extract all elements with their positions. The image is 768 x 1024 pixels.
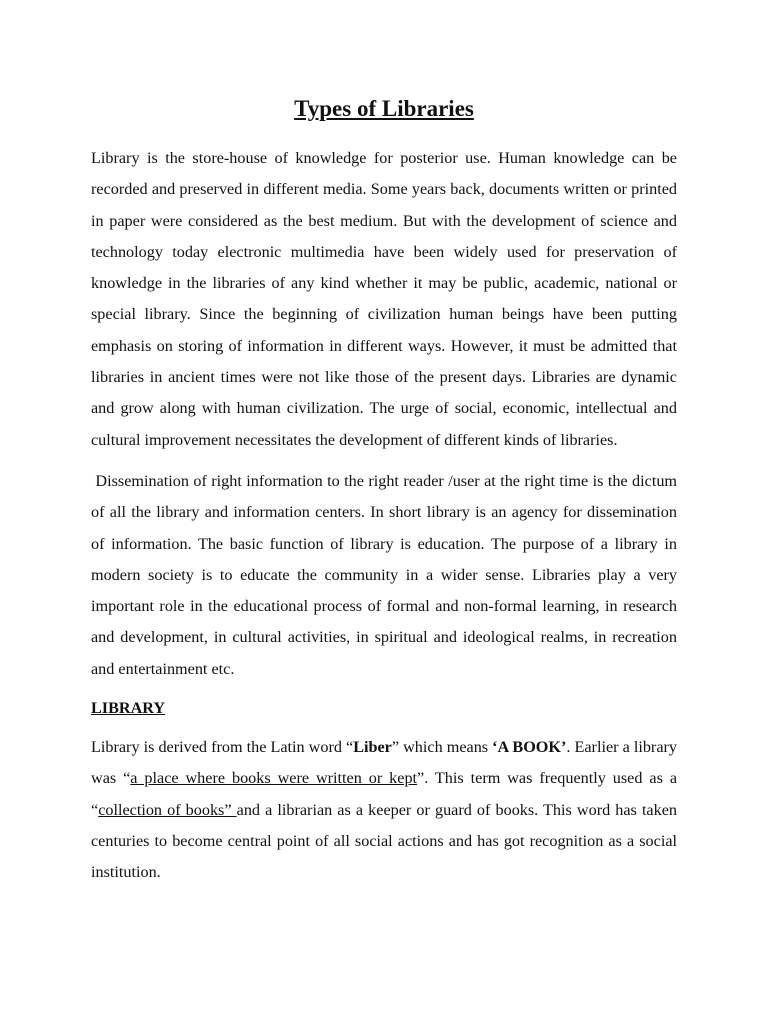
text-run: ”. This term was frequently used as a “ — [91, 769, 677, 819]
text-run: ” which means — [391, 738, 493, 757]
section-heading-library: LIBRARY — [91, 699, 166, 718]
document-page — [91, 92, 677, 889]
underlined-phrase-collection: collection of books” — [98, 800, 237, 819]
text-run: . Earlier a library was “ — [91, 738, 677, 788]
text-run: Library is derived from the Latin word “ — [91, 738, 354, 757]
term-a-book: ‘A BOOK’ — [492, 738, 567, 757]
text-run: and a librarian as a keeper or guard of books. This word has taken centuries to become central point of all social actions and has got recognition as a social institution. — [91, 800, 677, 882]
underlined-phrase-place: a place where books were written or kept — [130, 769, 418, 788]
term-liber: Liber — [353, 738, 392, 757]
dissemination-paragraph: Dissemination of right information to the right reader /user at the right time is the dictum of all the library and information centers. In short library is an agency for dissemination of information. The basic function of library is education. The purpose of a library in modern society is to educate the community in a wider sense. Libraries play a very important role in the educational process of formal and non-formal learning, in research and development, in cultural activities, in spiritual and ideological realms, in recreation and entertainment etc. — [91, 471, 677, 678]
intro-paragraph: Library is the store-house of knowledge for posterior use. Human knowledge can be recorded and preserved in different media. Some years back, documents written or printed in paper were considered as the best medium. But with the development of science and technology today electronic multimedia have been widely used for preservation of knowledge in the libraries of any kind whether it may be public, academic, national or special library. Since the beginning of civilization human beings have been putting emphasis on storing of information in different ways. However, it must be admitted that libraries in ancient times were not like those of the present days. Libraries are dynamic and grow along with human civilization. The urge of social, economic, intellectual and cultural improvement necessitates the development of different kinds of libraries. — [91, 149, 677, 449]
library-definition-paragraph — [91, 732, 677, 888]
page-title: Types of Libraries — [294, 96, 474, 121]
